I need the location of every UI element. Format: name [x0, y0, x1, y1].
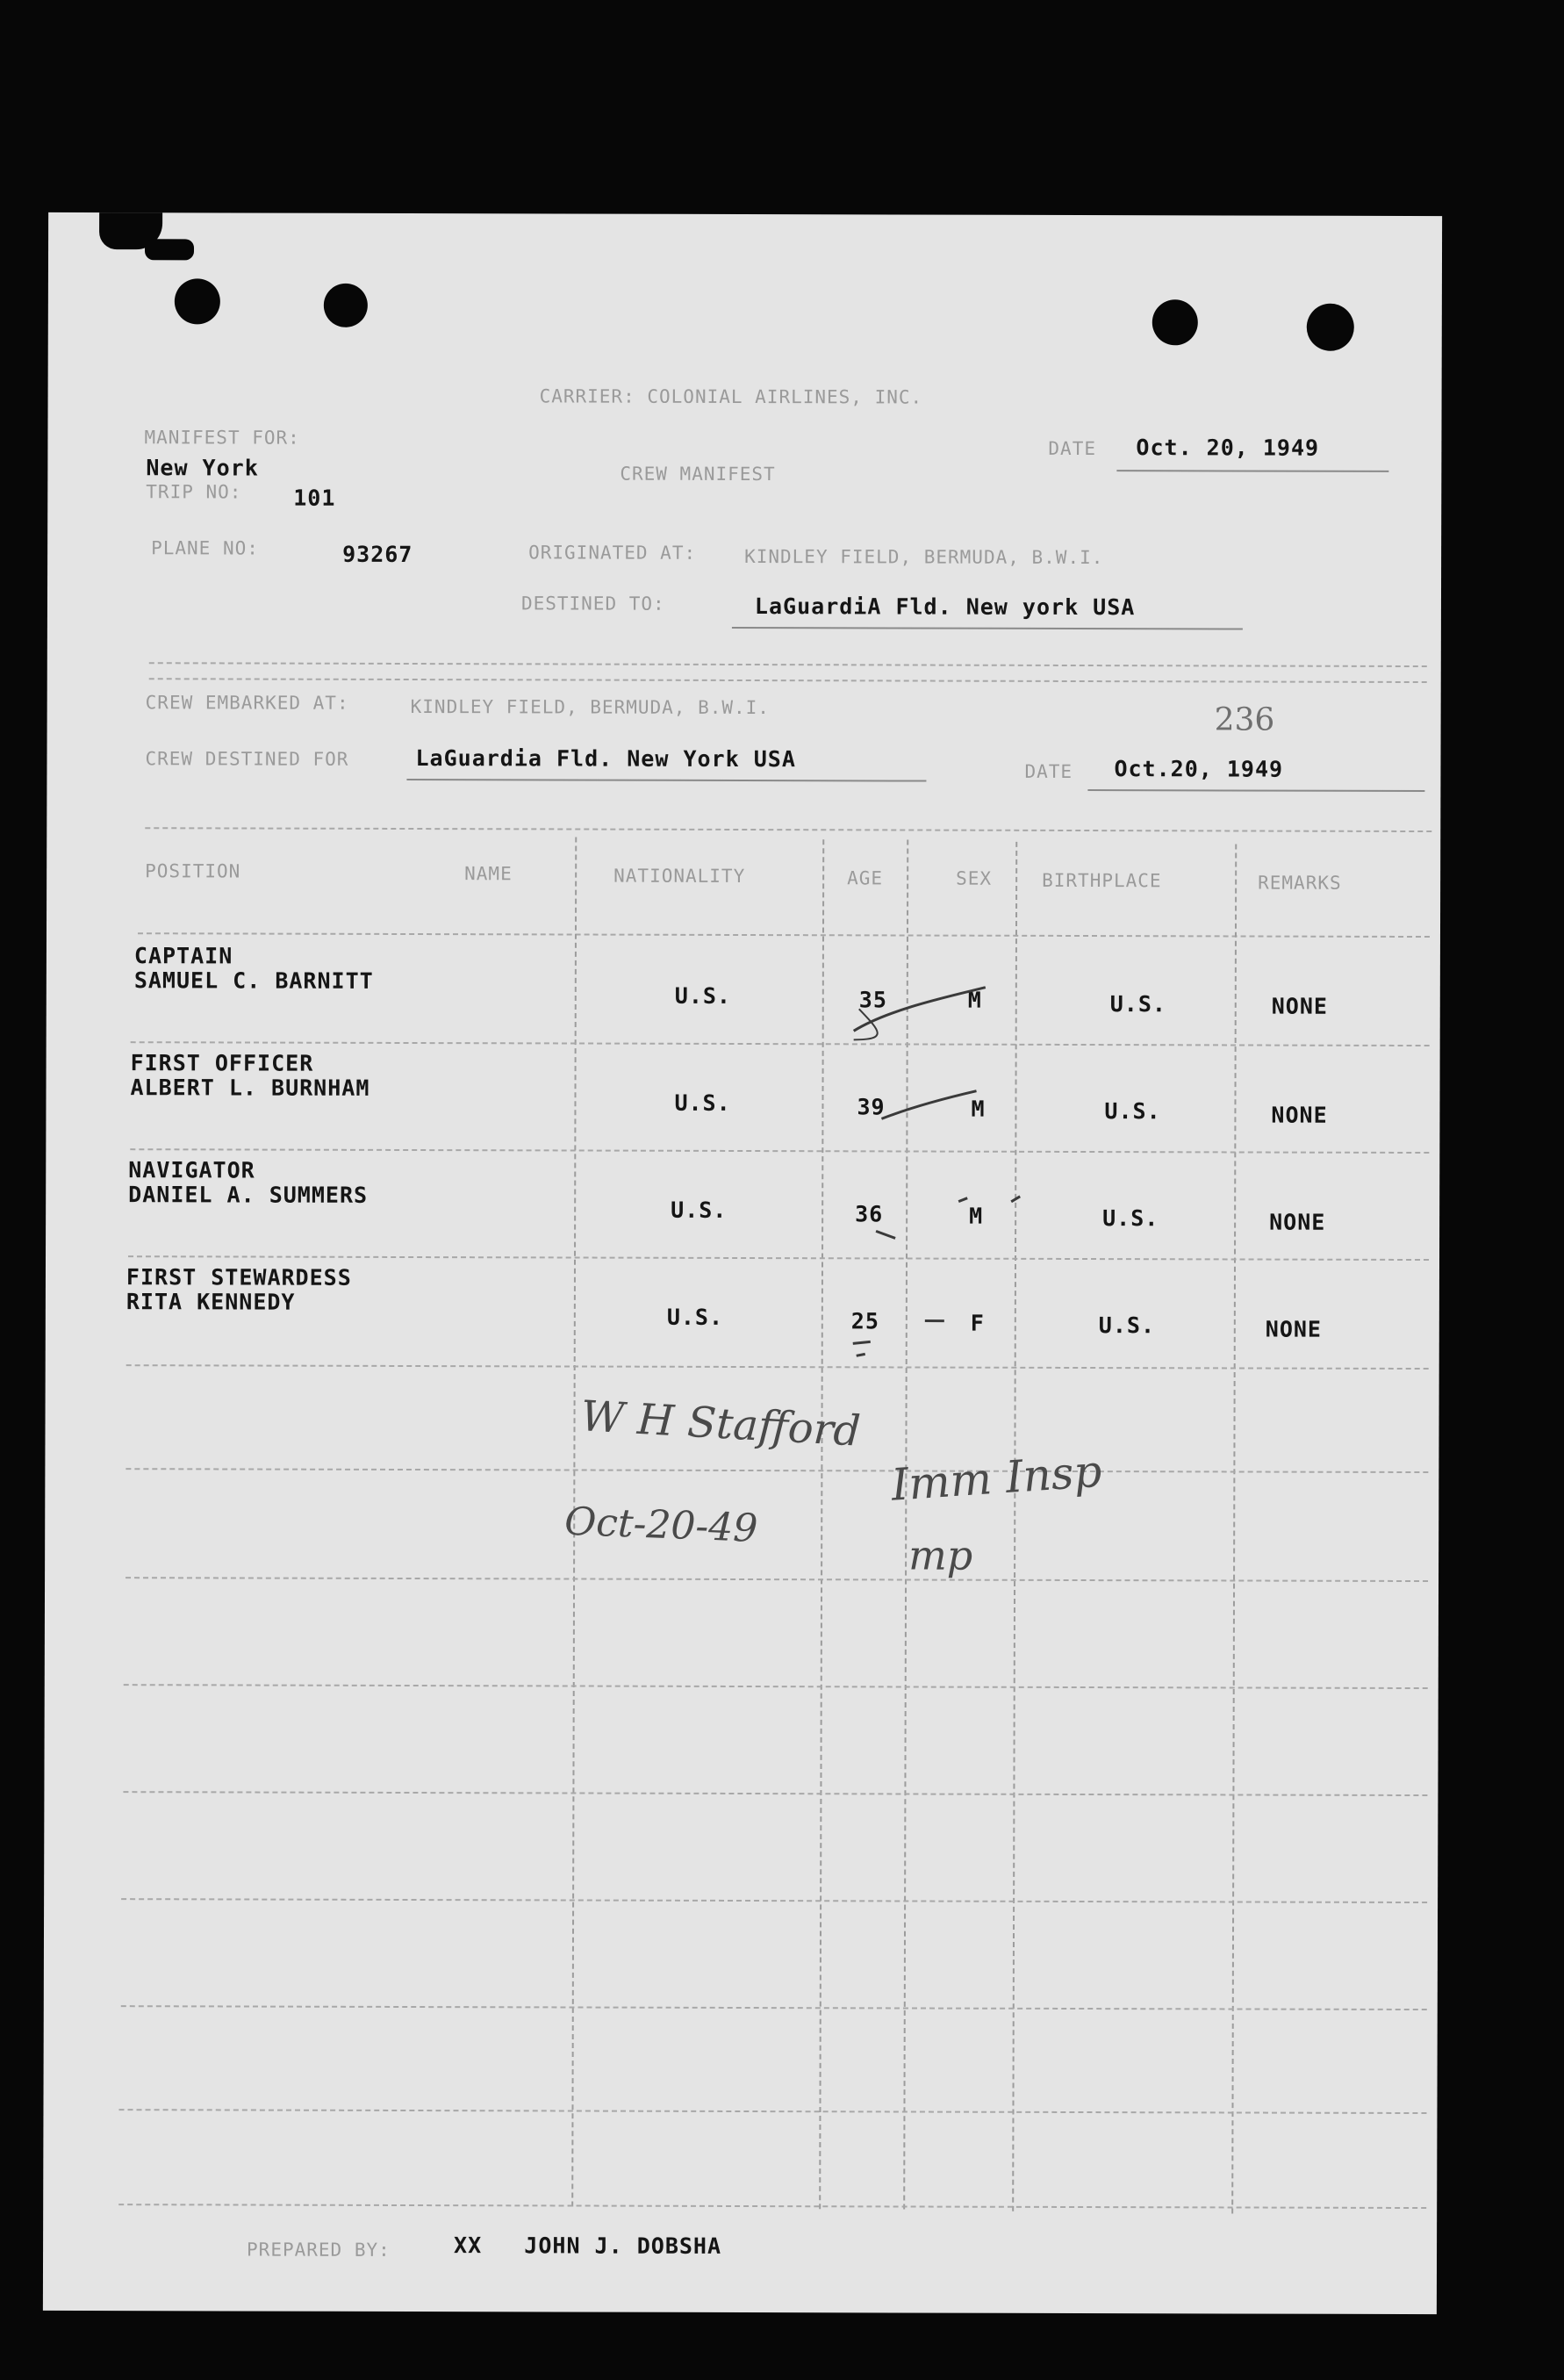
plane-value: 93267 — [342, 541, 413, 568]
crew-name: SAMUEL C. BARNITT — [133, 967, 374, 994]
handwritten-signature: W H Stafford — [579, 1391, 862, 1456]
crew-remarks: NONE — [1271, 1102, 1328, 1128]
crew-position: CAPTAIN — [133, 943, 233, 969]
crew-birthplace: U.S. — [1104, 1098, 1161, 1125]
crew-destined-value: LaGuardia Fld. New York USA — [415, 745, 796, 773]
crew-name: DANIEL A. SUMMERS — [128, 1182, 369, 1208]
originated-value: KINDLEY FIELD, BERMUDA, B.W.I. — [744, 546, 1104, 569]
col-sex: SEX — [956, 867, 993, 889]
col-position: POSITION — [145, 860, 241, 882]
crew-sex: M — [969, 1203, 984, 1229]
crew-age: 39 — [857, 1094, 886, 1120]
col-nationality: NATIONALITY — [613, 865, 746, 888]
col-name: NAME — [464, 863, 513, 885]
date-value-2: Oct.20, 1949 — [1114, 756, 1284, 782]
crew-sex: M — [971, 1096, 986, 1122]
plane-label: PLANE NO: — [151, 537, 259, 559]
crew-name: ALBERT L. BURNHAM — [130, 1075, 370, 1101]
embarked-value: KINDLEY FIELD, BERMUDA, B.W.I. — [410, 696, 770, 719]
carrier-line: CARRIER: COLONIAL AIRLINES, INC. — [539, 385, 923, 408]
manifest-for-label: MANIFEST FOR: — [144, 427, 300, 449]
col-birthplace: BIRTHPLACE — [1042, 869, 1162, 892]
originated-label: ORIGINATED AT: — [528, 542, 697, 564]
prepared-by-value: XX JOHN J. DOBSHA — [454, 2233, 722, 2259]
handwritten-initials: mp — [908, 1531, 973, 1579]
destined-value: LaGuardiA Fld. New york USA — [754, 593, 1136, 621]
crew-nationality: U.S. — [674, 1089, 731, 1116]
crew-birthplace: U.S. — [1109, 991, 1167, 1017]
crew-position: FIRST OFFICER — [130, 1050, 314, 1076]
crew-destined-label: CREW DESTINED FOR — [145, 748, 349, 770]
trip-value: 101 — [293, 485, 336, 511]
handwritten-inspector: Imm Insp — [889, 1445, 1104, 1511]
crew-sex: M — [967, 987, 982, 1013]
crew-sex: F — [970, 1310, 985, 1336]
handwritten-date: Oct-20-49 — [563, 1499, 759, 1551]
date-label-2: DATE — [1024, 760, 1073, 782]
crew-birthplace: U.S. — [1102, 1205, 1159, 1232]
col-remarks: REMARKS — [1258, 872, 1342, 894]
form-title: CREW MANIFEST — [620, 463, 776, 485]
date-label-1: DATE — [1048, 437, 1097, 460]
crew-birthplace: U.S. — [1098, 1312, 1156, 1339]
crew-remarks: NONE — [1271, 993, 1329, 1019]
crew-nationality: U.S. — [674, 982, 732, 1009]
manifest-sheet — [43, 212, 1442, 2314]
crew-position: NAVIGATOR — [128, 1157, 255, 1183]
crew-nationality: U.S. — [666, 1304, 724, 1330]
crew-age: 36 — [855, 1201, 884, 1227]
crew-age: 35 — [858, 987, 887, 1013]
trip-label: TRIP NO: — [146, 481, 242, 503]
crew-nationality: U.S. — [671, 1197, 728, 1223]
col-age: AGE — [847, 867, 884, 889]
date-value-1: Oct. 20, 1949 — [1136, 435, 1320, 461]
crew-name: RITA KENNEDY — [126, 1289, 296, 1315]
destined-label: DESTINED TO: — [520, 593, 665, 615]
embarked-label: CREW EMBARKED AT: — [145, 692, 349, 714]
manifest-for-value: New York — [146, 455, 259, 481]
prepared-by-label: PREPARED BY: — [247, 2239, 391, 2261]
pen-strikes — [43, 212, 1442, 2314]
crew-age: 25 — [850, 1308, 879, 1334]
crew-remarks: NONE — [1269, 1209, 1326, 1235]
stamp-number: 236 — [1214, 701, 1275, 738]
crew-position: FIRST STEWARDESS — [126, 1264, 352, 1291]
crew-remarks: NONE — [1265, 1316, 1323, 1342]
